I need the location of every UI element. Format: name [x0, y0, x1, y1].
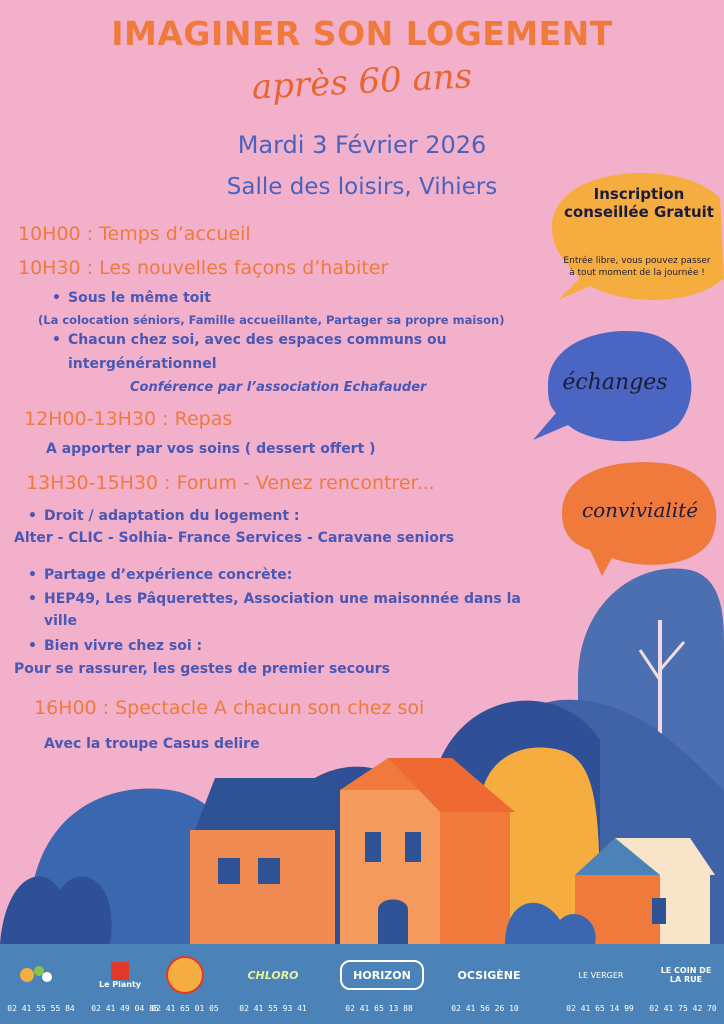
houses-illustration	[0, 560, 724, 944]
program-repas: 12H00-13H30 : Repas	[24, 408, 233, 430]
partner-phone-4: 02 41 55 93 41	[239, 1004, 307, 1013]
program-forum: 13H30-15H30 : Forum - Venez rencontrer...	[26, 472, 435, 494]
program-accueil: 10H00 : Temps d’accueil	[18, 223, 251, 245]
partner-phone-7: 02 41 65 14 99	[566, 1004, 634, 1013]
program-hep-2: ville	[44, 613, 78, 629]
partner-phone-8: 02 41 75 42 70	[649, 1004, 717, 1013]
program-toit-detail: (La colocation séniors, Famille accueillante, Partager sa propre maison)	[38, 313, 505, 327]
inscription-text: Entrée libre, vous pouvez passer à tout moment de la journée !	[563, 256, 711, 278]
event-date: Mardi 3 Février 2026	[237, 131, 487, 159]
program-spectacle: 16H00 : Spectacle A chacun son chez soi	[34, 697, 425, 719]
partner-logo-coin-rue: LE COIN DE LA RUE	[660, 966, 712, 984]
convivialite-label: convivialité	[581, 498, 699, 522]
program-hep-1: • HEP49, Les Pâquerettes, Association une maisonnée dans la	[44, 591, 521, 607]
partner-phone-2: 02 41 49 04 85	[91, 1004, 159, 1013]
partner-phone-1: 02 41 55 55 84	[7, 1004, 75, 1013]
program-habiter: 10H30 : Les nouvelles façons d’habiter	[18, 257, 389, 279]
program-bien-vivre: • Bien vivre chez soi :	[44, 638, 202, 654]
partner-logo-planty: Le Planty	[95, 954, 145, 996]
program-conference: Conférence par l’association Echafauder	[130, 380, 427, 395]
partner-logo-3-icon	[162, 954, 208, 996]
partner-phone-3: 02 41 65 01 05	[151, 1004, 219, 1013]
program-droit-detail: Alter - CLIC - Solhia- France Services - Caravane seniors	[14, 530, 455, 546]
partner-phone-6: 02 41 56 26 10	[451, 1004, 519, 1013]
program-rassurer: Pour se rassurer, les gestes de premier secours	[14, 661, 390, 677]
program-chez-soi-2: intergénérationnel	[68, 356, 217, 372]
partner-logo-ocsigene: OCSIGÈNE	[457, 968, 521, 982]
partner-logo-horizon: HORIZON	[340, 960, 424, 990]
program-droit: • Droit / adaptation du logement :	[44, 508, 300, 524]
inscription-title: Inscription conseillée Gratuit	[564, 185, 714, 221]
partner-logo-chloro: CHLORO	[247, 968, 299, 982]
partner-logo-verger: LE VERGER	[578, 970, 624, 980]
event-place: Salle des loisirs, Vihiers	[226, 174, 498, 200]
partner-logo-1-icon	[12, 954, 62, 996]
program-toit: • Sous le même toit	[68, 290, 211, 306]
poster-title: IMAGINER SON LOGEMENT	[111, 14, 613, 53]
program-repas-detail: A apporter par vos soins ( dessert offert )	[46, 441, 376, 457]
echanges-label: échanges	[562, 370, 668, 395]
program-partage: • Partage d’expérience concrète:	[44, 567, 292, 583]
program-troupe: Avec la troupe Casus delire	[44, 736, 260, 752]
partner-phone-5: 02 41 65 13 88	[345, 1004, 413, 1013]
poster-subtitle: après 60 ans	[250, 56, 474, 108]
partner-footer	[0, 944, 724, 1024]
program-chez-soi-1: • Chacun chez soi, avec des espaces communs ou	[68, 332, 447, 348]
